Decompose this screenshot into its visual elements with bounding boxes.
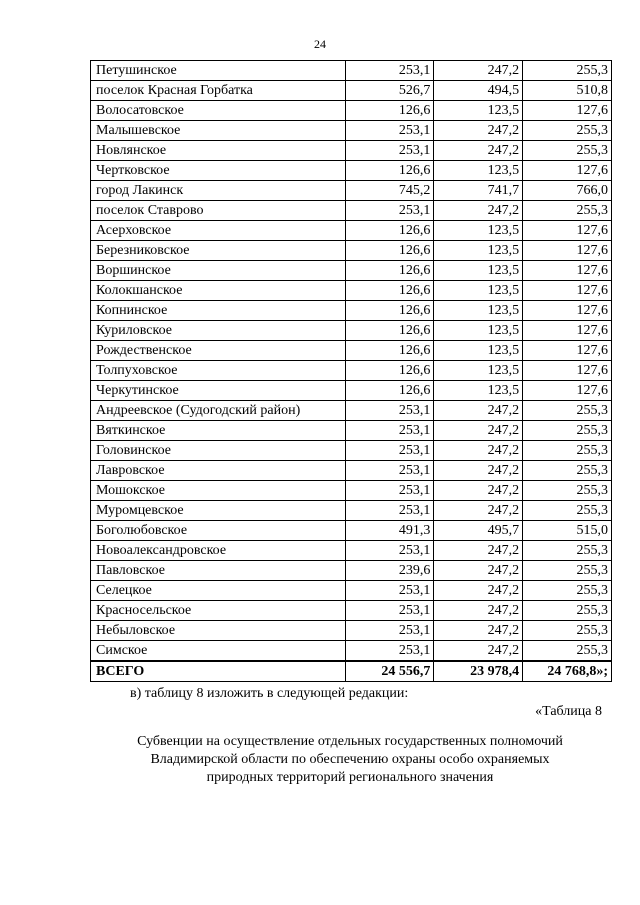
value-cell: 127,6	[523, 161, 612, 181]
value-cell: 247,2	[434, 461, 523, 481]
table-row	[91, 141, 612, 161]
municipality-name: Красносельское	[91, 601, 346, 621]
value-cell: 247,2	[434, 641, 523, 662]
table-row	[91, 121, 612, 141]
value-cell: 255,3	[523, 581, 612, 601]
municipality-name: Березниковское	[91, 241, 346, 261]
table-title-line: Владимирской области по обеспечению охраны особо охраняемых	[150, 752, 550, 767]
page-number: 24	[314, 37, 326, 51]
value-cell: 247,2	[434, 441, 523, 461]
value-cell: 126,6	[345, 321, 434, 341]
value-cell: 255,3	[523, 501, 612, 521]
table-row	[91, 521, 612, 541]
value-cell: 253,1	[345, 201, 434, 221]
municipality-name: Новоалександровское	[91, 541, 346, 561]
table-row	[91, 201, 612, 221]
municipality-name: Волосатовское	[91, 101, 346, 121]
municipality-name: Копнинское	[91, 301, 346, 321]
municipality-name: Воршинское	[91, 261, 346, 281]
value-cell: 127,6	[523, 321, 612, 341]
value-cell: 745,2	[345, 181, 434, 201]
value-cell: 123,5	[434, 321, 523, 341]
value-cell: 255,3	[523, 481, 612, 501]
value-cell: 123,5	[434, 241, 523, 261]
value-cell: 255,3	[523, 641, 612, 662]
value-cell: 766,0	[523, 181, 612, 201]
value-cell: 247,2	[434, 141, 523, 161]
value-cell: 515,0	[523, 521, 612, 541]
municipality-name: Головинское	[91, 441, 346, 461]
value-cell: 123,5	[434, 341, 523, 361]
value-cell: 123,5	[434, 101, 523, 121]
table-row	[91, 361, 612, 381]
value-cell: 126,6	[345, 301, 434, 321]
municipality-name: поселок Ставрово	[91, 201, 346, 221]
value-cell: 247,2	[434, 481, 523, 501]
value-cell: 247,2	[434, 121, 523, 141]
value-cell: 127,6	[523, 361, 612, 381]
table-row	[91, 181, 612, 201]
municipality-name: Петушинское	[91, 61, 346, 81]
table-row	[91, 61, 612, 81]
value-cell: 253,1	[345, 461, 434, 481]
value-cell: 255,3	[523, 201, 612, 221]
subvention-table	[90, 60, 612, 682]
municipality-name: Колокшанское	[91, 281, 346, 301]
table-row	[91, 421, 612, 441]
value-cell: 253,1	[345, 401, 434, 421]
value-cell: 127,6	[523, 101, 612, 121]
value-cell: 253,1	[345, 141, 434, 161]
municipality-name: Симское	[91, 641, 346, 662]
municipality-name: город Лакинск	[91, 181, 346, 201]
table-row	[91, 281, 612, 301]
table-row	[91, 101, 612, 121]
value-cell: 126,6	[345, 241, 434, 261]
municipality-name: Вяткинское	[91, 421, 346, 441]
amendment-note: в) таблицу 8 изложить в следующей редакции:	[130, 686, 409, 701]
municipality-name: Чертковское	[91, 161, 346, 181]
value-cell: 123,5	[434, 161, 523, 181]
value-cell: 126,6	[345, 101, 434, 121]
municipality-name: Рождественское	[91, 341, 346, 361]
total-value: 23 978,4	[434, 661, 523, 682]
value-cell: 253,1	[345, 421, 434, 441]
value-cell: 255,3	[523, 121, 612, 141]
value-cell: 127,6	[523, 261, 612, 281]
value-cell: 494,5	[434, 81, 523, 101]
table-title	[100, 733, 600, 787]
value-cell: 495,7	[434, 521, 523, 541]
table-title-line: Субвенции на осуществление отдельных государственных полномочий	[137, 734, 563, 749]
table-row	[91, 341, 612, 361]
value-cell: 255,3	[523, 401, 612, 421]
value-cell: 123,5	[434, 301, 523, 321]
value-cell: 126,6	[345, 281, 434, 301]
value-cell: 255,3	[523, 141, 612, 161]
municipality-name: Селецкое	[91, 581, 346, 601]
table-row	[91, 221, 612, 241]
value-cell: 126,6	[345, 261, 434, 281]
value-cell: 255,3	[523, 601, 612, 621]
total-value: 24 556,7	[345, 661, 434, 682]
value-cell: 255,3	[523, 421, 612, 441]
table-row	[91, 561, 612, 581]
value-cell: 247,2	[434, 621, 523, 641]
table-row	[91, 461, 612, 481]
value-cell: 127,6	[523, 341, 612, 361]
table-row	[91, 481, 612, 501]
value-cell: 126,6	[345, 161, 434, 181]
value-cell: 127,6	[523, 221, 612, 241]
table-row	[91, 621, 612, 641]
municipality-name: Черкутинское	[91, 381, 346, 401]
value-cell: 253,1	[345, 621, 434, 641]
table-row	[91, 581, 612, 601]
table-label: «Таблица 8	[535, 704, 602, 719]
municipality-name: Андреевское (Судогодский район)	[91, 401, 346, 421]
table-row	[91, 81, 612, 101]
value-cell: 253,1	[345, 61, 434, 81]
value-cell: 255,3	[523, 621, 612, 641]
value-cell: 123,5	[434, 381, 523, 401]
value-cell: 253,1	[345, 581, 434, 601]
table-row	[91, 161, 612, 181]
municipality-name: Новлянское	[91, 141, 346, 161]
municipality-name: Лавровское	[91, 461, 346, 481]
value-cell: 127,6	[523, 381, 612, 401]
table-row	[91, 321, 612, 341]
value-cell: 255,3	[523, 541, 612, 561]
value-cell: 127,6	[523, 281, 612, 301]
value-cell: 253,1	[345, 441, 434, 461]
value-cell: 247,2	[434, 421, 523, 441]
municipality-name: Асерховское	[91, 221, 346, 241]
table-row	[91, 641, 612, 662]
value-cell: 247,2	[434, 561, 523, 581]
value-cell: 255,3	[523, 461, 612, 481]
total-row	[91, 661, 612, 682]
table-row	[91, 401, 612, 421]
table-row	[91, 601, 612, 621]
table-row	[91, 501, 612, 521]
table-row	[91, 241, 612, 261]
table-row	[91, 381, 612, 401]
value-cell: 247,2	[434, 601, 523, 621]
municipality-name: Толпуховское	[91, 361, 346, 381]
value-cell: 253,1	[345, 541, 434, 561]
value-cell: 491,3	[345, 521, 434, 541]
municipality-name: Небыловское	[91, 621, 346, 641]
value-cell: 123,5	[434, 361, 523, 381]
value-cell: 741,7	[434, 181, 523, 201]
value-cell: 123,5	[434, 281, 523, 301]
value-cell: 126,6	[345, 361, 434, 381]
value-cell: 126,6	[345, 381, 434, 401]
value-cell: 239,6	[345, 561, 434, 581]
value-cell: 126,6	[345, 221, 434, 241]
value-cell: 253,1	[345, 641, 434, 662]
table-row	[91, 441, 612, 461]
value-cell: 253,1	[345, 481, 434, 501]
table-title-line: природных территорий регионального значения	[206, 770, 494, 785]
value-cell: 255,3	[523, 61, 612, 81]
value-cell: 247,2	[434, 581, 523, 601]
value-cell: 247,2	[434, 401, 523, 421]
value-cell: 253,1	[345, 601, 434, 621]
value-cell: 247,2	[434, 201, 523, 221]
value-cell: 123,5	[434, 261, 523, 281]
municipality-name: Боголюбовское	[91, 521, 346, 541]
total-label: ВСЕГО	[91, 661, 346, 682]
value-cell: 247,2	[434, 541, 523, 561]
table-row	[91, 261, 612, 281]
municipality-name: поселок Красная Горбатка	[91, 81, 346, 101]
total-value: 24 768,8»;	[523, 661, 612, 682]
table-row	[91, 541, 612, 561]
municipality-name: Мошокское	[91, 481, 346, 501]
value-cell: 127,6	[523, 301, 612, 321]
municipality-name: Куриловское	[91, 321, 346, 341]
value-cell: 247,2	[434, 501, 523, 521]
value-cell: 247,2	[434, 61, 523, 81]
municipality-name: Малышевское	[91, 121, 346, 141]
value-cell: 255,3	[523, 441, 612, 461]
table-body	[91, 61, 612, 682]
municipality-name: Муромцевское	[91, 501, 346, 521]
value-cell: 123,5	[434, 221, 523, 241]
municipality-name: Павловское	[91, 561, 346, 581]
value-cell: 127,6	[523, 241, 612, 261]
value-cell: 253,1	[345, 501, 434, 521]
value-cell: 255,3	[523, 561, 612, 581]
value-cell: 510,8	[523, 81, 612, 101]
value-cell: 126,6	[345, 341, 434, 361]
table-row	[91, 301, 612, 321]
value-cell: 526,7	[345, 81, 434, 101]
value-cell: 253,1	[345, 121, 434, 141]
